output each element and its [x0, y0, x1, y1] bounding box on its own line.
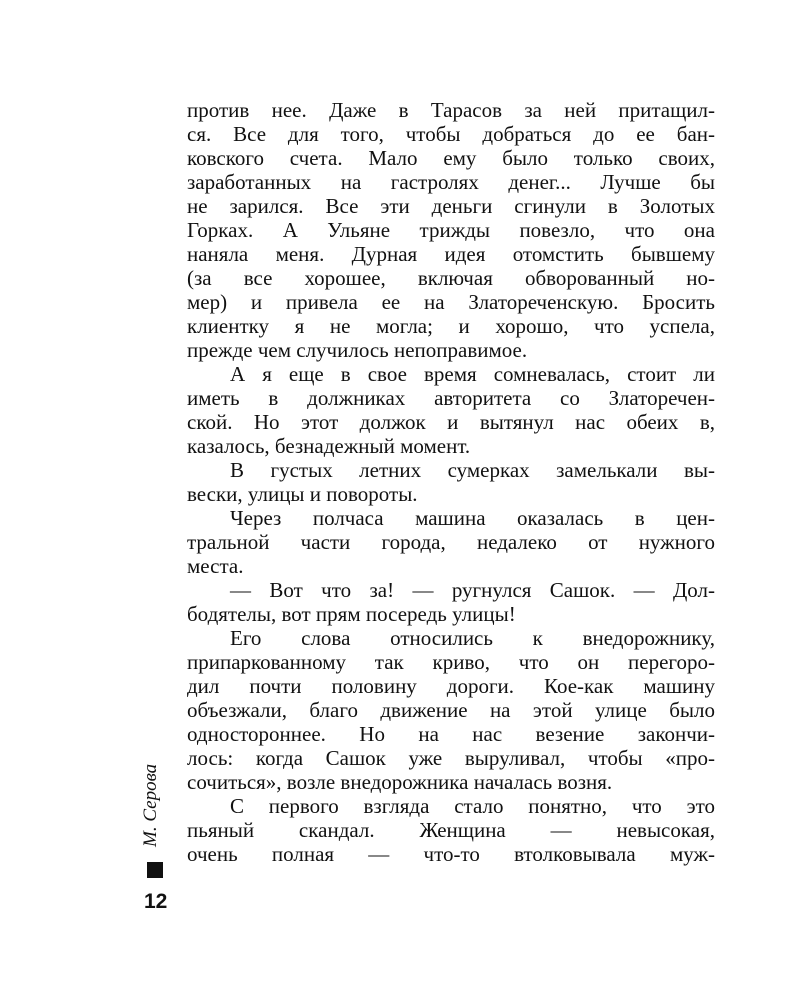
text-line: пьяный скандал. Женщина — невысокая, [187, 818, 715, 842]
text-line: одностороннее. Но на нас везение закончи- [187, 722, 715, 746]
text-line: тральной части города, недалеко от нужного [187, 530, 715, 554]
text-line: А я еще в свое время сомневалась, стоит ли [230, 362, 715, 386]
text-line: казалось, безнадежный момент. [187, 434, 471, 458]
text-line: иметь в должниках авторитета со Златоречен- [187, 386, 715, 410]
page-number: 12 [144, 890, 168, 913]
text-line: ской. Но этот должок и вытянул нас обеих в, [187, 410, 715, 434]
section-marker [147, 862, 163, 878]
page-body-text [187, 98, 715, 866]
text-line: (за все хорошее, включая обворованный но- [187, 266, 715, 290]
text-line: бодятелы, вот прям посередь улицы! [187, 602, 516, 626]
text-line: места. [187, 554, 244, 578]
text-line: Через полчаса машина оказалась в цен- [230, 506, 715, 530]
text-line: против нее. Даже в Тарасов за ней притащил- [187, 98, 715, 122]
author-running-head: М. Серова [140, 763, 161, 847]
text-line: объезжали, благо движение на этой улице было [187, 698, 715, 722]
text-line: припаркованному так криво, что он перегоро- [187, 650, 715, 674]
text-line: В густых летних сумерках замелькали вы- [230, 458, 715, 482]
text-line: вески, улицы и повороты. [187, 482, 418, 506]
text-line: мер) и привела ее на Златореченскую. Бросить [187, 290, 715, 314]
text-line: заработанных на гастролях денег... Лучше бы [187, 170, 715, 194]
text-line: клиентку я не могла; и хорошо, что успела, [187, 314, 715, 338]
text-line: очень полная — что-то втолковывала муж- [187, 842, 715, 866]
text-line: сочиться», возле внедорожника началась возня. [187, 770, 613, 794]
text-line: прежде чем случилось непоправимое. [187, 338, 528, 362]
text-line: С первого взгляда стало понятно, что это [230, 794, 715, 818]
text-line: ковского счета. Мало ему было только своих, [187, 146, 715, 170]
text-line: дил почти половину дороги. Кое-как машину [187, 674, 715, 698]
text-line: не зарился. Все эти деньги сгинули в Золотых [187, 194, 715, 218]
text-line: Его слова относились к внедорожнику, [230, 626, 715, 650]
text-line: ся. Все для того, чтобы добраться до ее бан- [187, 122, 715, 146]
text-line: — Вот что за! — ругнулся Сашок. — Дол- [230, 578, 715, 602]
text-line: лось: когда Сашок уже выруливал, чтобы «про- [187, 746, 715, 770]
text-line: наняла меня. Дурная идея отомстить бывшему [187, 242, 715, 266]
text-line: Горках. А Ульяне трижды повезло, что она [187, 218, 715, 242]
